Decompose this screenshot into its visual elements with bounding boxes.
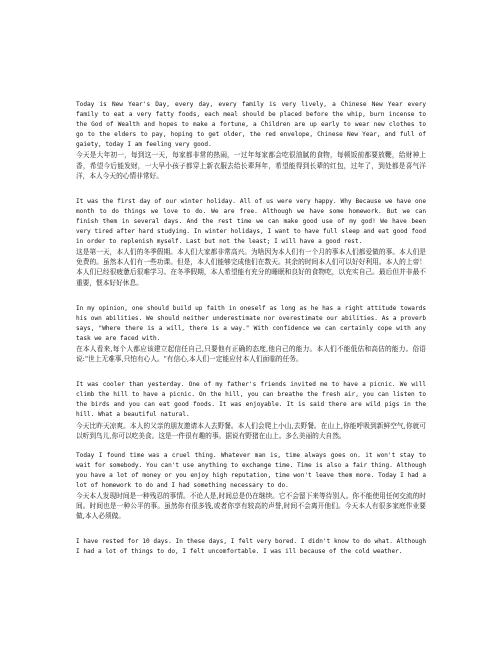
section-1 xyxy=(76,100,426,181)
section-4-english: It was cooler than yesterday. One of my father's friends invited me to have a picnic. We will climb the hill to have a picnic. On the hill, you can breathe the fresh air, you can listen to the birds and you can eat good foods. It was enjoyable. It is said there are wild pigs in the hill. What a beautiful natural. xyxy=(76,381,426,419)
section-3-chinese: 在本人看来,每个人都应该建立起信任自己,只要他有正确的态度,他自己的能力。本人们不能低估和高估的能力。俗语说:"世上无难事,只怕有心人。"有信心,本人们一定能应付本人们面临的任务。 xyxy=(76,344,426,364)
section-4-chinese: 今天比昨天凉爽。本人的父亲的朋友邀请本人去野餐。本人们会爬上小山,去野餐。在山上,你能呼吸到新鲜空气,你就可以听到鸟儿,你可以吃美食。这是一件很有趣的事。据说有野猪在山上。多么美丽的大自然。 xyxy=(76,421,426,440)
section-5-chinese: 今天本人发现时间是一种残忍的事情。不论人是,时间总是仍在继续。它不会留下来等待别人。你不能使用任何交流的时间。时间也是一种公平的事。虽然你有很多钱,或者你享有较高的声誉,时间不会离开他们。今天本人有很多家庭作业要做,本人必须做。 xyxy=(76,492,426,521)
section-5 xyxy=(76,451,426,522)
section-3-english: In my opinion, one should build up faith in oneself as long as he has a right attitude towards his own abilities. We should neither underestimate nor overestimate our abilities. As a proverb says, "Where there is a will, there is a way." With confidence we can certainly cope with any task we are faced with. xyxy=(76,304,426,342)
section-2-chinese: 这是第一天，本人们的冬季假期。本人们大家都非常高兴。为啥因为本人们有一个月的事本人们都爱做的事。本人们是免费的。虽然本人们有一些功课。但是，本人们能够完成他们在数天。其余的时间本人们可以好好利用。本人的上帝！本人们已经很疲惫后很难学习。在冬季假期，本人希望能有充分的睡眠和良好的食物吃，以充实自己。最后但并非最不重要，惬本好好休息。 xyxy=(76,248,426,287)
section-3 xyxy=(76,304,426,365)
section-1-chinese: 今天是大年初一，每到这一天，每家都非常的热闹，一过年每家都会吃很油腻的食物，每顿饭前都要放鞭，给财神上香，希望今后能发财，一大早小孩子都穿上新衣服去给长辈拜年，希望能得到长辈的红包，过年了，到处都是喜气洋洋，本人今天的心情非常好。 xyxy=(76,151,426,180)
section-6 xyxy=(76,537,426,557)
section-6-english: I have rested for 10 days. In these days, I felt very bored. I didn't know to do what. Although I had a lot of things to do, I felt uncomfortable. I was ill because of the cold weather. xyxy=(76,538,426,556)
section-4 xyxy=(76,380,426,441)
section-2-english: It was the first day of our winter holiday. All of us were very happy. Why Because we have one month to do things we love to do. We are free. Although we have some homework. But we can finish them in several days. And the rest time we can make good use of my god! We have been very tired after hard studying. In winter holidays, I want to have full sleep and eat good food in order to replenish myself. Last but not the least; I will have a good rest. xyxy=(76,197,426,246)
section-2 xyxy=(76,197,426,288)
section-1-english: Today is New Year's Day, every day, every family is very lively, a Chinese New Year every family to eat a very fatty foods, each meal should be placed before the whip, burn incense to the God of Wealth and hopes to make a fortune, a Children are up early to wear new clothes to go to the elders to pay, hoping to get older, the red envelope, Chinese New Year, and full of gaiety, today I am feeling very good. xyxy=(76,101,426,149)
section-5-english: Today I found time was a cruel thing. Whatever man is, time always goes on. it won't stay to wait for somebody. You can't use anything to exchange time. Time is also a fair thing. Although you have a lot of money or you enjoy high reputation, time won't leave them more. Today I had a lot of homework to do and I had something necessary to do. xyxy=(76,451,426,489)
